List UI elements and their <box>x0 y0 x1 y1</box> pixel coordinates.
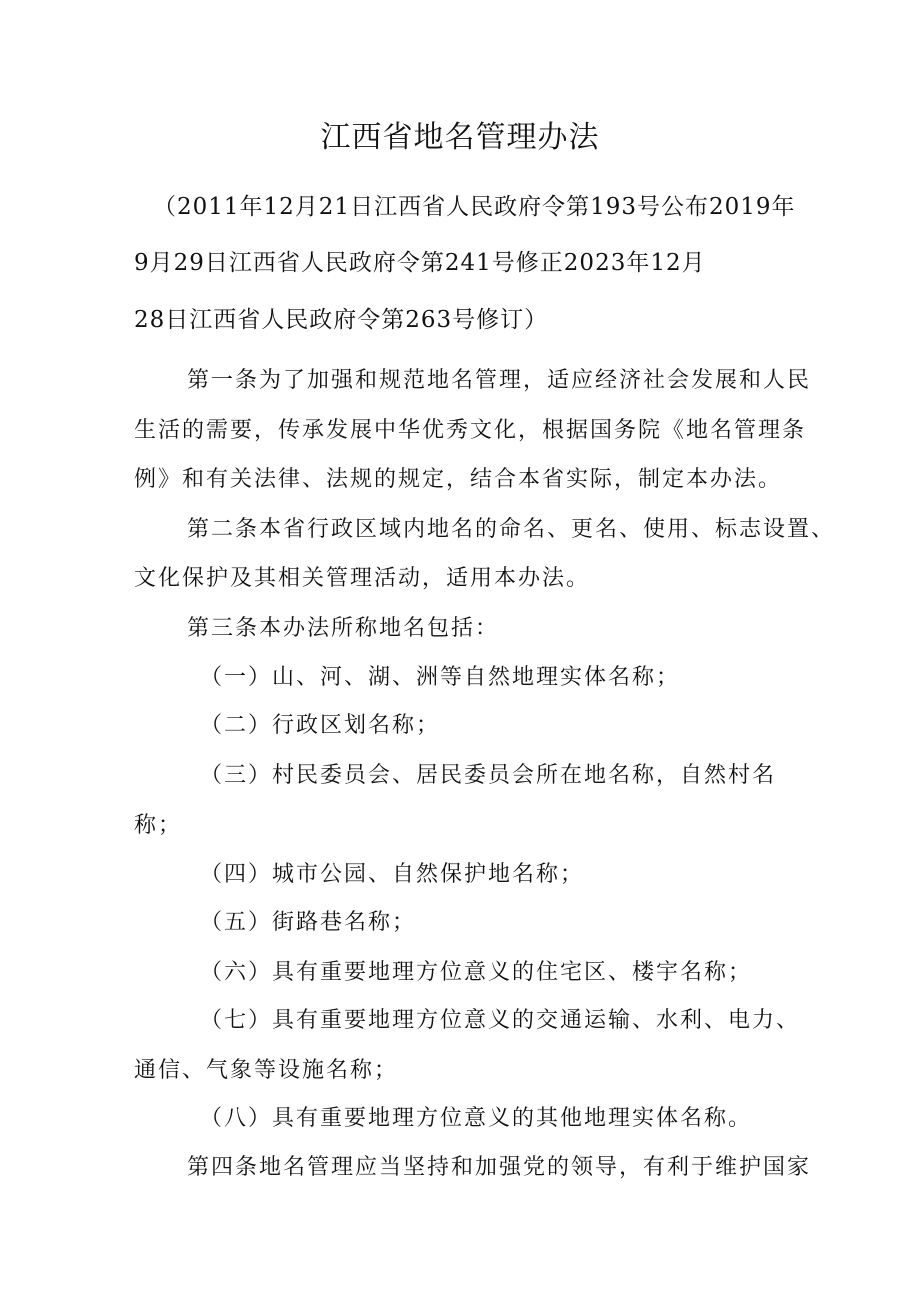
article-3-line: 第三条本办法所称地名包括： <box>187 616 500 641</box>
item-7-line-2: 通信、气象等设施名称； <box>134 1058 399 1083</box>
item-3-line-2: 称； <box>134 813 183 838</box>
item-1: （一）山、河、湖、洲等自然地理实体名称； <box>200 665 681 690</box>
item-4: （四）城市公园、自然保护地名称； <box>200 862 585 887</box>
item-7-line-1: （七）具有重要地理方位意义的交通运输、水利、电力、 <box>200 1008 801 1033</box>
article-2-line-2: 文化保护及其相关管理活动，适用本办法。 <box>134 566 591 591</box>
article-1-line-2: 生活的需要，传承发展中华优秀文化，根据国务院《地名管理条 <box>134 418 807 443</box>
article-1-line-3: 例》和有关法律、法规的规定，结合本省实际，制定本办法。 <box>134 467 783 492</box>
item-3-line-1: （三）村民委员会、居民委员会所在地名称，自然村名 <box>200 763 777 788</box>
source-line-2: 9月29日江西省人民政府令第241号修正2023年12月 <box>134 250 706 276</box>
item-2: （二）行政区划名称； <box>200 713 441 738</box>
item-5: （五）街路巷名称； <box>200 910 417 935</box>
document-title: 江西省地名管理办法 <box>320 120 600 155</box>
source-line-3: 28日江西省人民政府令第263号修订） <box>134 307 549 333</box>
item-6: （六）具有重要地理方位意义的住宅区、楼宇名称； <box>200 960 753 985</box>
source-line-1: （2011年12月21日江西省人民政府令第193号公布2019年 <box>153 194 796 220</box>
article-2-line-1: 第二条本省行政区域内地名的命名、更名、使用、标志设置、 <box>187 517 836 542</box>
article-4-line-1: 第四条地名管理应当坚持和加强党的领导，有利于维护国家 <box>187 1155 812 1180</box>
item-8: （八）具有重要地理方位意义的其他地理实体名称。 <box>200 1106 753 1131</box>
article-1-line-1: 第一条为了加强和规范地名管理，适应经济社会发展和人民 <box>187 368 812 393</box>
